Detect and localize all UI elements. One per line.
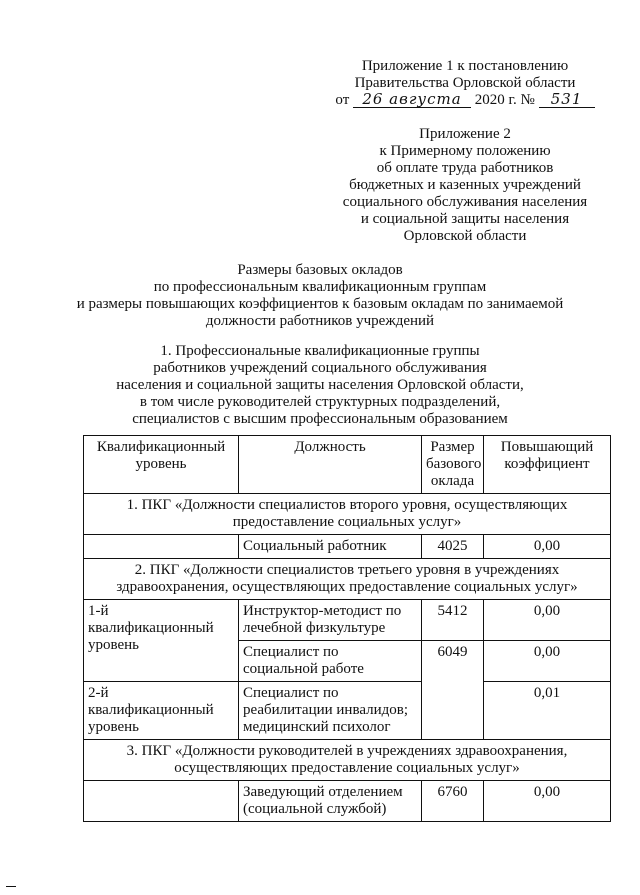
group-title: 3. ПКГ «Должности руководителей в учреждениях здравоохранения, осуществляющих предоставление социальных услуг» [84,740,611,781]
heading-line: должности работников учреждений [205,313,435,329]
cell-position: Специалист по социальной работе [239,641,422,682]
section-heading-line: в том числе руководителей структурных подразделений, [139,394,501,410]
header-position: Должность [239,436,422,494]
cell-salary: 6760 [422,781,484,822]
header-salary: Размер базового оклада [422,436,484,494]
table-row [84,682,611,740]
appendix-2-line: об оплате труда работников [376,160,554,176]
cell-salary: 4025 [422,535,484,559]
appendix-2-line: Приложение 2 [419,126,511,142]
salary-table [83,435,611,822]
appendix-2-line: и социальной защиты населения [360,211,570,227]
cell-coefficient: 0,00 [484,600,611,641]
group-title: 2. ПКГ «Должности специалистов третьего уровня в учреждениях здравоохранения, осуществляющих предоставление социальных услуг» [84,559,611,600]
handwritten-date: 26 августа [353,92,471,108]
group-title-row [84,559,611,600]
table-row [84,781,611,822]
appendix-2-line: к Примерному положению [379,143,551,159]
cell-position: Заведующий отделением (социальной службой) [239,781,422,822]
cell-level [84,781,239,822]
cell-position: Инструктор-методист по лечебной физкультуре [239,600,422,641]
header-coefficient: Повышающий коэффициент [484,436,611,494]
appendix-1-line-3 [330,92,600,109]
cell-level: 2-й квалификационный уровень [84,682,239,740]
group-title: 1. ПКГ «Должности специалистов второго уровня, осуществляющих предоставление социальных услуг» [84,494,611,535]
heading-line: по профессиональным квалификационным группам [153,279,487,295]
document-heading [20,262,620,330]
date-prefix: от [335,92,350,108]
cell-coefficient: 0,01 [484,682,611,740]
cell-salary: 6049 [422,641,484,740]
cell-position: Социальный работник [239,535,422,559]
appendix-2-line: бюджетных и казенных учреждений [349,177,581,193]
table-row [84,600,611,641]
appendix-1-header [330,58,600,109]
appendix-1-line-1: Приложение 1 к постановлению [361,58,569,74]
year-text: 2020 г. № [474,92,535,108]
section-heading-line: 1. Профессиональные квалификационные группы [160,343,480,359]
appendix-1-line-2: Правительства Орловской области [354,75,576,91]
group-title-row [84,494,611,535]
section-heading-line: населения и социальной защиты населения Орловской области, [116,377,524,393]
handwritten-number: 531 [539,92,595,108]
cell-coefficient: 0,00 [484,641,611,682]
heading-line: Размеры базовых окладов [237,262,403,278]
appendix-2-line: социального обслуживания населения [342,194,588,210]
table-row [84,535,611,559]
cell-salary: 5412 [422,600,484,641]
section-heading-line: работников учреждений социального обслуживания [153,360,487,376]
cell-coefficient: 0,00 [484,781,611,822]
cell-coefficient: 0,00 [484,535,611,559]
section-heading [20,343,620,428]
page-edge-mark [6,886,16,887]
cell-level [84,535,239,559]
group-title-row [84,740,611,781]
section-heading-line: специалистов с высшим профессиональным образованием [132,411,508,427]
cell-position: Специалист по реабилитации инвалидов; медицинский психолог [239,682,422,740]
appendix-2-header [300,126,630,245]
cell-level: 1-й квалификационный уровень [84,600,239,682]
header-level: Квалификационный уровень [84,436,239,494]
heading-line: и размеры повышающих коэффициентов к базовым окладам по занимаемой [76,296,564,312]
table-header-row [84,436,611,494]
appendix-2-line: Орловской области [403,228,527,244]
